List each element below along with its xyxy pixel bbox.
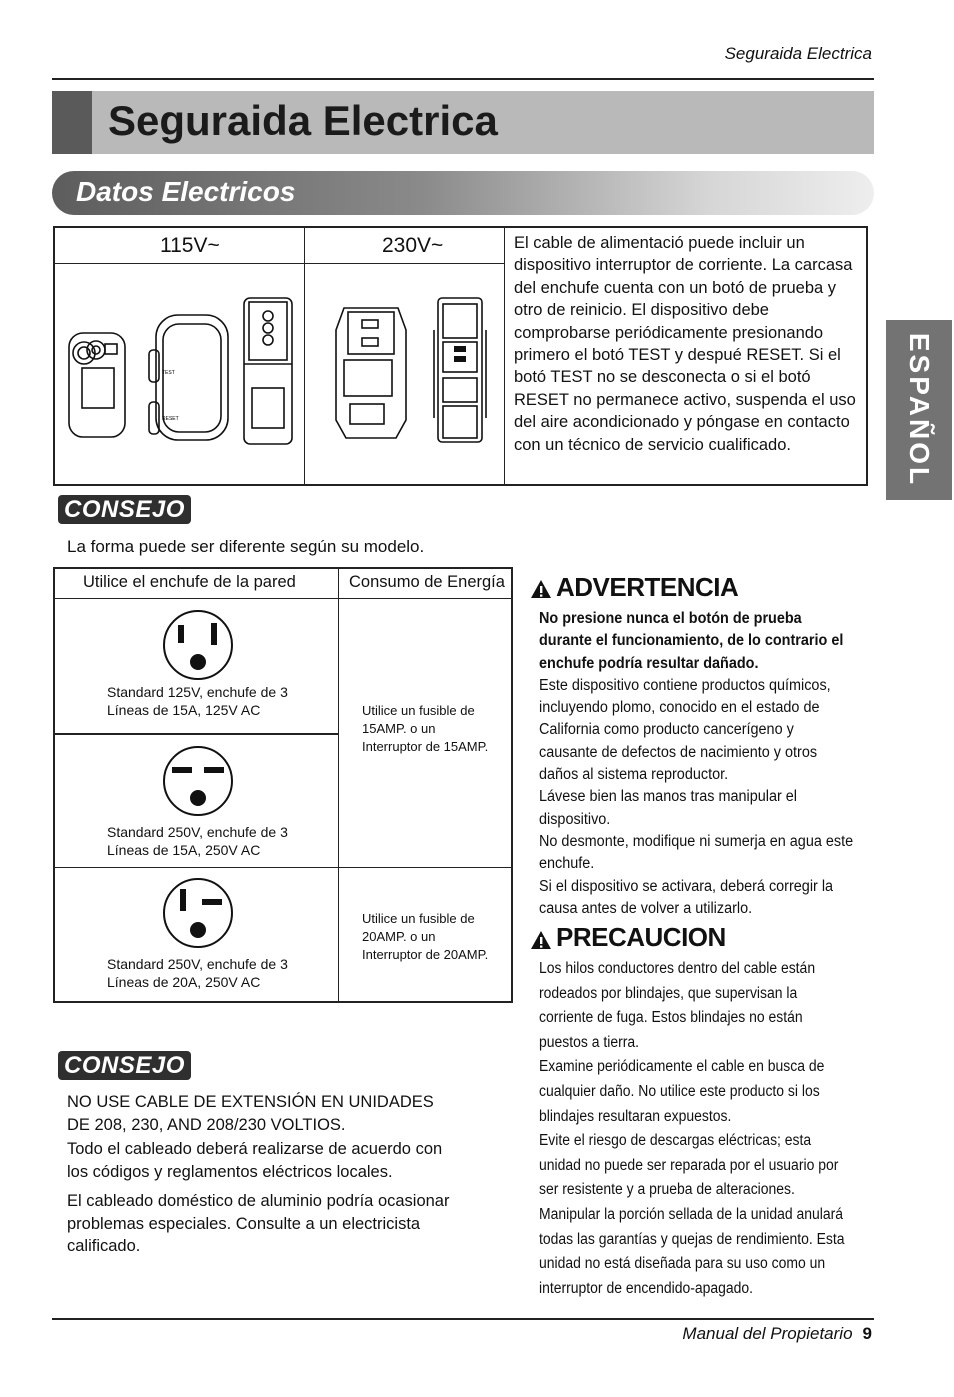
outlet-3-label-line2: Líneas de 20A, 250V AC	[107, 974, 261, 990]
advertencia-text-4: Si el dispositivo se activara, deberá corregir la causa antes de volver a utilizarlo.	[539, 877, 834, 917]
tip-2-para1-line2: DE 208, 230, AND 208/230 VOLTIOS.	[67, 1115, 346, 1134]
tip-text: La forma puede ser diferente según su modelo.	[67, 537, 425, 556]
advertencia-bold-text: No presione nunca el botón de prueba durante el funcionamiento, de lo contrario el enchufe podría resultar dañado.	[539, 610, 844, 672]
fuse-15amp-note	[362, 702, 488, 756]
precaucion-text-2: Examine periódicamente el cable en busca de cualquier daño. No utilice este producto si los blindajes resultaran expuestos.	[539, 1058, 825, 1125]
outlet-2-label-line2: Líneas de 15A, 250V AC	[107, 842, 261, 858]
language-tab	[886, 320, 952, 500]
plug-table-header-left: Utilice el enchufe de la pared	[83, 573, 296, 591]
outlet-2-label-line1: Standard 250V, enchufe de 3	[107, 824, 288, 840]
footer-manual-title: Manual del Propietario	[682, 1324, 853, 1343]
outlet-3-label-line1: Standard 250V, enchufe de 3	[107, 956, 288, 972]
precaucion-text-1: Los hilos conductores dentro del cable están rodeados por blindajes, que supervisan la corriente de fuga. Estos blindajes no están puestos a tierra.	[539, 960, 816, 1051]
outlet-125v-15a-icon	[160, 607, 236, 683]
section-header	[52, 171, 874, 215]
caution-triangle-icon	[530, 930, 552, 950]
advertencia-title: ADVERTENCIA	[556, 572, 739, 602]
section-title: Datos Electricos	[76, 176, 296, 207]
outlet-1-label-line1: Standard 125V, enchufe de 3	[107, 684, 288, 700]
tip-2-body	[67, 1091, 467, 1258]
voltage-table-divider	[504, 227, 505, 485]
precaucion-body	[539, 957, 854, 1301]
tip-badge-label: CONSEJO	[58, 1051, 191, 1080]
plug-table-divider	[338, 568, 339, 1002]
gfci-plugs-115v-illustration	[58, 290, 302, 450]
page-number: 9	[862, 1324, 872, 1343]
gfci-description: El cable de alimentació puede incluir un dispositivo interruptor de corriente. La carcasa del enchufe cuenta con un botó de prueba y otro de reinicio. El dispositivo debe comprobarse periódicamente presionando primero el botó TEST y despué RESET. Si el botó TEST no se desconecta o si el botó RESET no permanece activo, suspenda el uso del aire acondicionado y póngase en contacto con un técnico de servicio cualificado.	[514, 234, 856, 454]
tip-badge-label: CONSEJO	[58, 495, 191, 524]
fuse-20amp-line2: 20AMP. o un	[362, 929, 436, 944]
precaucion-title: PRECAUCION	[556, 922, 726, 952]
fuse-15amp-line3: Interruptor de 15AMP.	[362, 739, 489, 754]
voltage-table-divider	[304, 227, 305, 485]
advertencia-text-2: Lávese bien las manos tras manipular el dispositivo.	[539, 788, 798, 828]
outlet-1-label	[107, 683, 288, 719]
tip-badge	[58, 496, 191, 524]
voltage-230-header: 230V~	[382, 234, 444, 257]
footer-rule	[52, 1318, 874, 1320]
running-header: Seguraida Electrica	[724, 44, 872, 63]
gfci-plugs-230v-illustration	[326, 290, 496, 450]
footer	[682, 1324, 872, 1344]
outlet-250v-15a-icon	[160, 743, 236, 819]
voltage-115-header: 115V~	[160, 234, 220, 257]
tip-badge	[58, 1052, 191, 1080]
voltage-table-header-rule	[54, 263, 504, 264]
precaucion-text-3: Evite el riesgo de descargas eléctricas; esta unidad no puede ser reparada por el usuario por ser resistente y a prueba de alteraciones. Manipular la porción sellada de la unidad anulará todas las garantías y quejas de rendimiento. Esta unidad no está diseñada para su uso como un interruptor de encendido-apagado.	[539, 1132, 845, 1297]
test-button-label: TEST	[162, 370, 175, 376]
advertencia-text-1: Este dispositivo contiene productos químicos, incluyendo plomo, conocido en el estado de California como producto cancerígeno y causante de defectos de nacimiento y otros daños al sistema reproductor.	[539, 676, 831, 784]
fuse-20amp-line3: Interruptor de 20AMP.	[362, 947, 489, 962]
warning-triangle-icon	[530, 579, 552, 599]
title-bar	[52, 91, 874, 154]
outlet-2-label	[107, 823, 288, 859]
outlet-1-label-line2: Líneas de 15A, 125V AC	[107, 702, 261, 718]
outlet-250v-20a-icon	[160, 875, 236, 951]
plug-table-header-rule	[54, 598, 512, 599]
plug-table-row-rule	[54, 867, 512, 868]
outlet-3-label	[107, 955, 288, 991]
fuse-20amp-note	[362, 910, 488, 964]
page-title: Seguraida Electrica	[108, 97, 498, 144]
tip-2-para1-line1: NO USE CABLE DE EXTENSIÓN EN UNIDADES	[67, 1093, 434, 1111]
tip-2-para3: El cableado doméstico de aluminio podría ocasionar problemas especiales. Consulte a un electricista calificado.	[67, 1192, 450, 1255]
fuse-15amp-line1: Utilice un fusible de	[362, 703, 475, 718]
header-rule	[52, 78, 874, 80]
title-accent-block	[52, 91, 92, 154]
tip-2-para2: Todo el cableado deberá realizarse de acuerdo con los códigos y reglamentos eléctricos locales.	[67, 1140, 443, 1181]
language-tab-label: ESPAÑOL	[904, 332, 935, 488]
advertencia-text-3: No desmonte, modifique ni sumerja en agua este enchufe.	[539, 832, 854, 873]
plug-table-header-right: Consumo de Energía	[349, 573, 505, 591]
advertencia-body	[539, 608, 855, 920]
fuse-15amp-line2: 15AMP. o un	[362, 721, 436, 736]
reset-button-label: RESET	[162, 416, 179, 422]
plug-table-row-rule	[54, 733, 338, 735]
fuse-20amp-line1: Utilice un fusible de	[362, 911, 475, 926]
